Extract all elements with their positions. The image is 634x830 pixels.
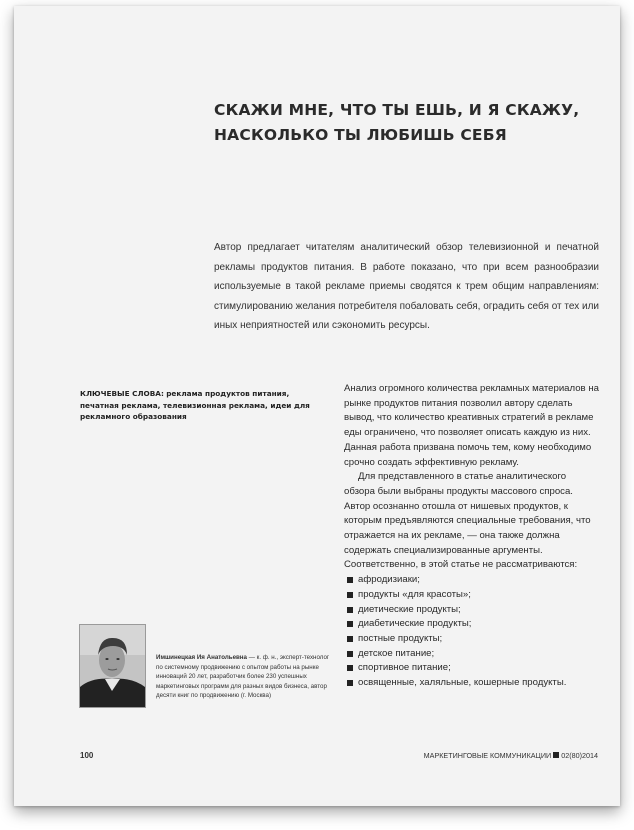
square-bullet-icon — [347, 651, 353, 657]
square-bullet-icon — [347, 636, 353, 642]
square-bullet-icon — [347, 607, 353, 613]
body-paragraph-1: Анализ огромного количества рекламных материалов на рынке продуктов питания позволил автору сделать вывод, что количество креативных стратегий в рекламе еды ограничено, что позволяет описать каждую из них. Данная работа призвана помочь тем, кому необходимо срочно создать эффективную рекламу. — [344, 383, 599, 468]
square-separator-icon — [553, 752, 559, 758]
list-item-text: спортивное питание; — [358, 662, 451, 674]
author-photo — [79, 624, 146, 708]
journal-footer — [424, 751, 598, 760]
list-item-text: диетические продукты; — [358, 603, 461, 615]
author-name: Имшинецкая Ия Анатольевна — [156, 654, 247, 661]
title-line-2: НАСКОЛЬКО ТЫ ЛЮБИШЬ СЕБЯ — [214, 126, 507, 144]
page-number: 100 — [80, 751, 94, 760]
excluded-products-list — [344, 573, 599, 691]
list-item-text: освященные, халяльные, кошерные продукты. — [358, 677, 567, 689]
body-paragraph-2: Для представленного в статье аналитического обзора были выбраны продукты массового спроса. Автор осознанно отошла от нишевых продуктов, к которым предъявляются специальные требования, что отражается на их рекламе, — она также должна содержать специализированные аргументы. Соответственно, в этой статье не рассматриваются: — [344, 471, 591, 571]
list-item — [344, 676, 599, 691]
square-bullet-icon — [347, 665, 353, 671]
title-line-1: СКАЖИ МНЕ, ЧТО ТЫ ЕШЬ, И Я СКАЖУ, — [214, 101, 580, 119]
list-item-text: продукты «для красоты»; — [358, 588, 471, 600]
journal-page — [14, 6, 620, 806]
list-item — [344, 573, 599, 588]
author-bio: — к. ф. н., эксперт-технолог по системному продвижению с опытом работы на рынке инноваций 20 лет, разработчик более 230 успешных маркетинговых программ для разных видов бизнеса, автор десяти книг по продвижению (г. Москва) — [156, 654, 330, 700]
list-item-text: детское питание; — [358, 647, 435, 659]
list-item — [344, 617, 599, 632]
keywords-label: КЛЮЧЕВЫЕ СЛОВА: — [80, 389, 164, 398]
list-item — [344, 632, 599, 647]
list-item — [344, 588, 599, 603]
journal-name: МАРКЕТИНГОВЫЕ КОММУНИКАЦИИ — [423, 751, 552, 760]
keywords-block — [80, 388, 316, 423]
square-bullet-icon — [347, 621, 353, 627]
square-bullet-icon — [347, 577, 353, 583]
keywords-text: реклама продуктов питания, печатная реклама, телевизионная реклама, идеи для рекламного образования — [80, 389, 310, 421]
author-info — [156, 653, 334, 701]
list-item-text: диабетические продукты; — [358, 618, 472, 630]
article-title — [214, 98, 594, 148]
square-bullet-icon — [347, 592, 353, 598]
list-item-text: постные продукты; — [358, 632, 443, 644]
article-body — [344, 382, 599, 691]
list-item — [344, 661, 599, 676]
article-abstract: Автор предлагает читателям аналитический обзор телевизионной и печатной рекламы продуктов питания. В работе показано, что при всем разнообразии используемые в такой рекламе приемы сводятся к трем общим направлениям: стимулированию желания потребителя побаловать себя, оградить себя от тех или иных неприятностей или сэкономить ресурсы. — [214, 242, 599, 331]
list-item-text: афродизиаки; — [358, 574, 420, 586]
author-portrait-image — [80, 625, 145, 707]
journal-issue: 02(80)2014 — [561, 751, 598, 760]
list-item — [344, 603, 599, 618]
list-item — [344, 647, 599, 662]
square-bullet-icon — [347, 680, 353, 686]
